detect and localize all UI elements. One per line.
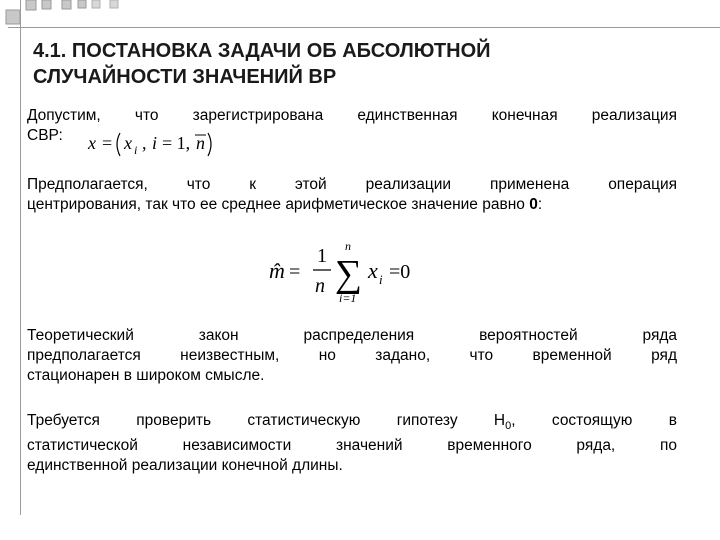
text-fragment: Требуется проверить статистическую гипотезу H xyxy=(27,412,506,429)
formula-symbol: ∑ xyxy=(335,253,363,295)
formula-symbol: = xyxy=(289,261,301,283)
title-line: СЛУЧАЙНОСТИ ЗНАЧЕНИЙ ВР xyxy=(33,66,337,88)
corner-square xyxy=(62,0,71,9)
text-line: стационарен в широком смысле. xyxy=(27,367,265,384)
text-fragment: : xyxy=(537,196,543,213)
formula-symbol: n xyxy=(315,275,325,297)
text-line: Допустим, что зарегистрирована единственная конечная реализация xyxy=(27,107,677,124)
text-line: Предполагается, что к этой реализации применена операция xyxy=(27,176,677,193)
formula-symbol: n xyxy=(345,240,351,253)
title-line: 4.1. ПОСТАНОВКА ЗАДАЧИ ОБ АБСОЛЮТНОЙ xyxy=(33,40,491,62)
formula-symbol: x xyxy=(368,258,378,283)
paragraph-distribution xyxy=(27,326,677,386)
formula-realization xyxy=(86,129,226,159)
text-line: единственной реализации конечной длины. xyxy=(27,457,343,475)
corner-square xyxy=(6,10,20,24)
corner-square xyxy=(42,0,51,9)
formula-symbol: i xyxy=(379,272,383,287)
paragraph-centering xyxy=(27,175,677,215)
formula-symbol: i xyxy=(152,133,158,153)
text-fragment: 0 xyxy=(529,196,538,213)
text-line xyxy=(27,195,677,215)
corner-square xyxy=(26,0,36,10)
formula-mean xyxy=(265,240,435,306)
formula-symbol: 1 xyxy=(317,245,327,267)
formula-symbol: m̂ xyxy=(269,258,285,283)
formula-symbol: x xyxy=(124,133,132,153)
formula-symbol: , xyxy=(142,133,147,153)
formula-paren xyxy=(117,133,120,156)
corner-decoration xyxy=(0,0,720,40)
slide-title xyxy=(33,38,673,90)
text-line: статистической независимости значений временного ряда, по xyxy=(27,437,677,455)
formula-symbol: x xyxy=(88,133,96,153)
formula-symbol: n xyxy=(196,133,205,153)
text-fragment: центрирования, так что ее среднее арифметическое значение равно xyxy=(27,196,530,213)
text-line: предполагается неизвестным, но задано, что временной ряд xyxy=(27,347,677,364)
formula-symbol: = 1, xyxy=(162,133,191,153)
corner-square xyxy=(92,0,100,8)
corner-square xyxy=(78,0,86,8)
paragraph-hypothesis xyxy=(27,411,677,476)
formula-symbol: i xyxy=(134,143,138,157)
formula-symbol: = xyxy=(102,133,113,153)
text-subscript: 0 xyxy=(505,420,512,433)
corner-square xyxy=(110,0,118,8)
formula-paren xyxy=(208,133,211,156)
formula-symbol: =0 xyxy=(389,261,411,283)
text-line: Теоретический закон распределения вероятностей ряда xyxy=(27,327,677,344)
text-line xyxy=(27,411,677,436)
horizontal-divider xyxy=(8,27,720,28)
formula-symbol: i=1 xyxy=(339,291,357,305)
vertical-divider xyxy=(20,0,21,515)
text-line: СВР: xyxy=(27,127,63,144)
text-fragment: , состоящую в xyxy=(511,412,677,429)
